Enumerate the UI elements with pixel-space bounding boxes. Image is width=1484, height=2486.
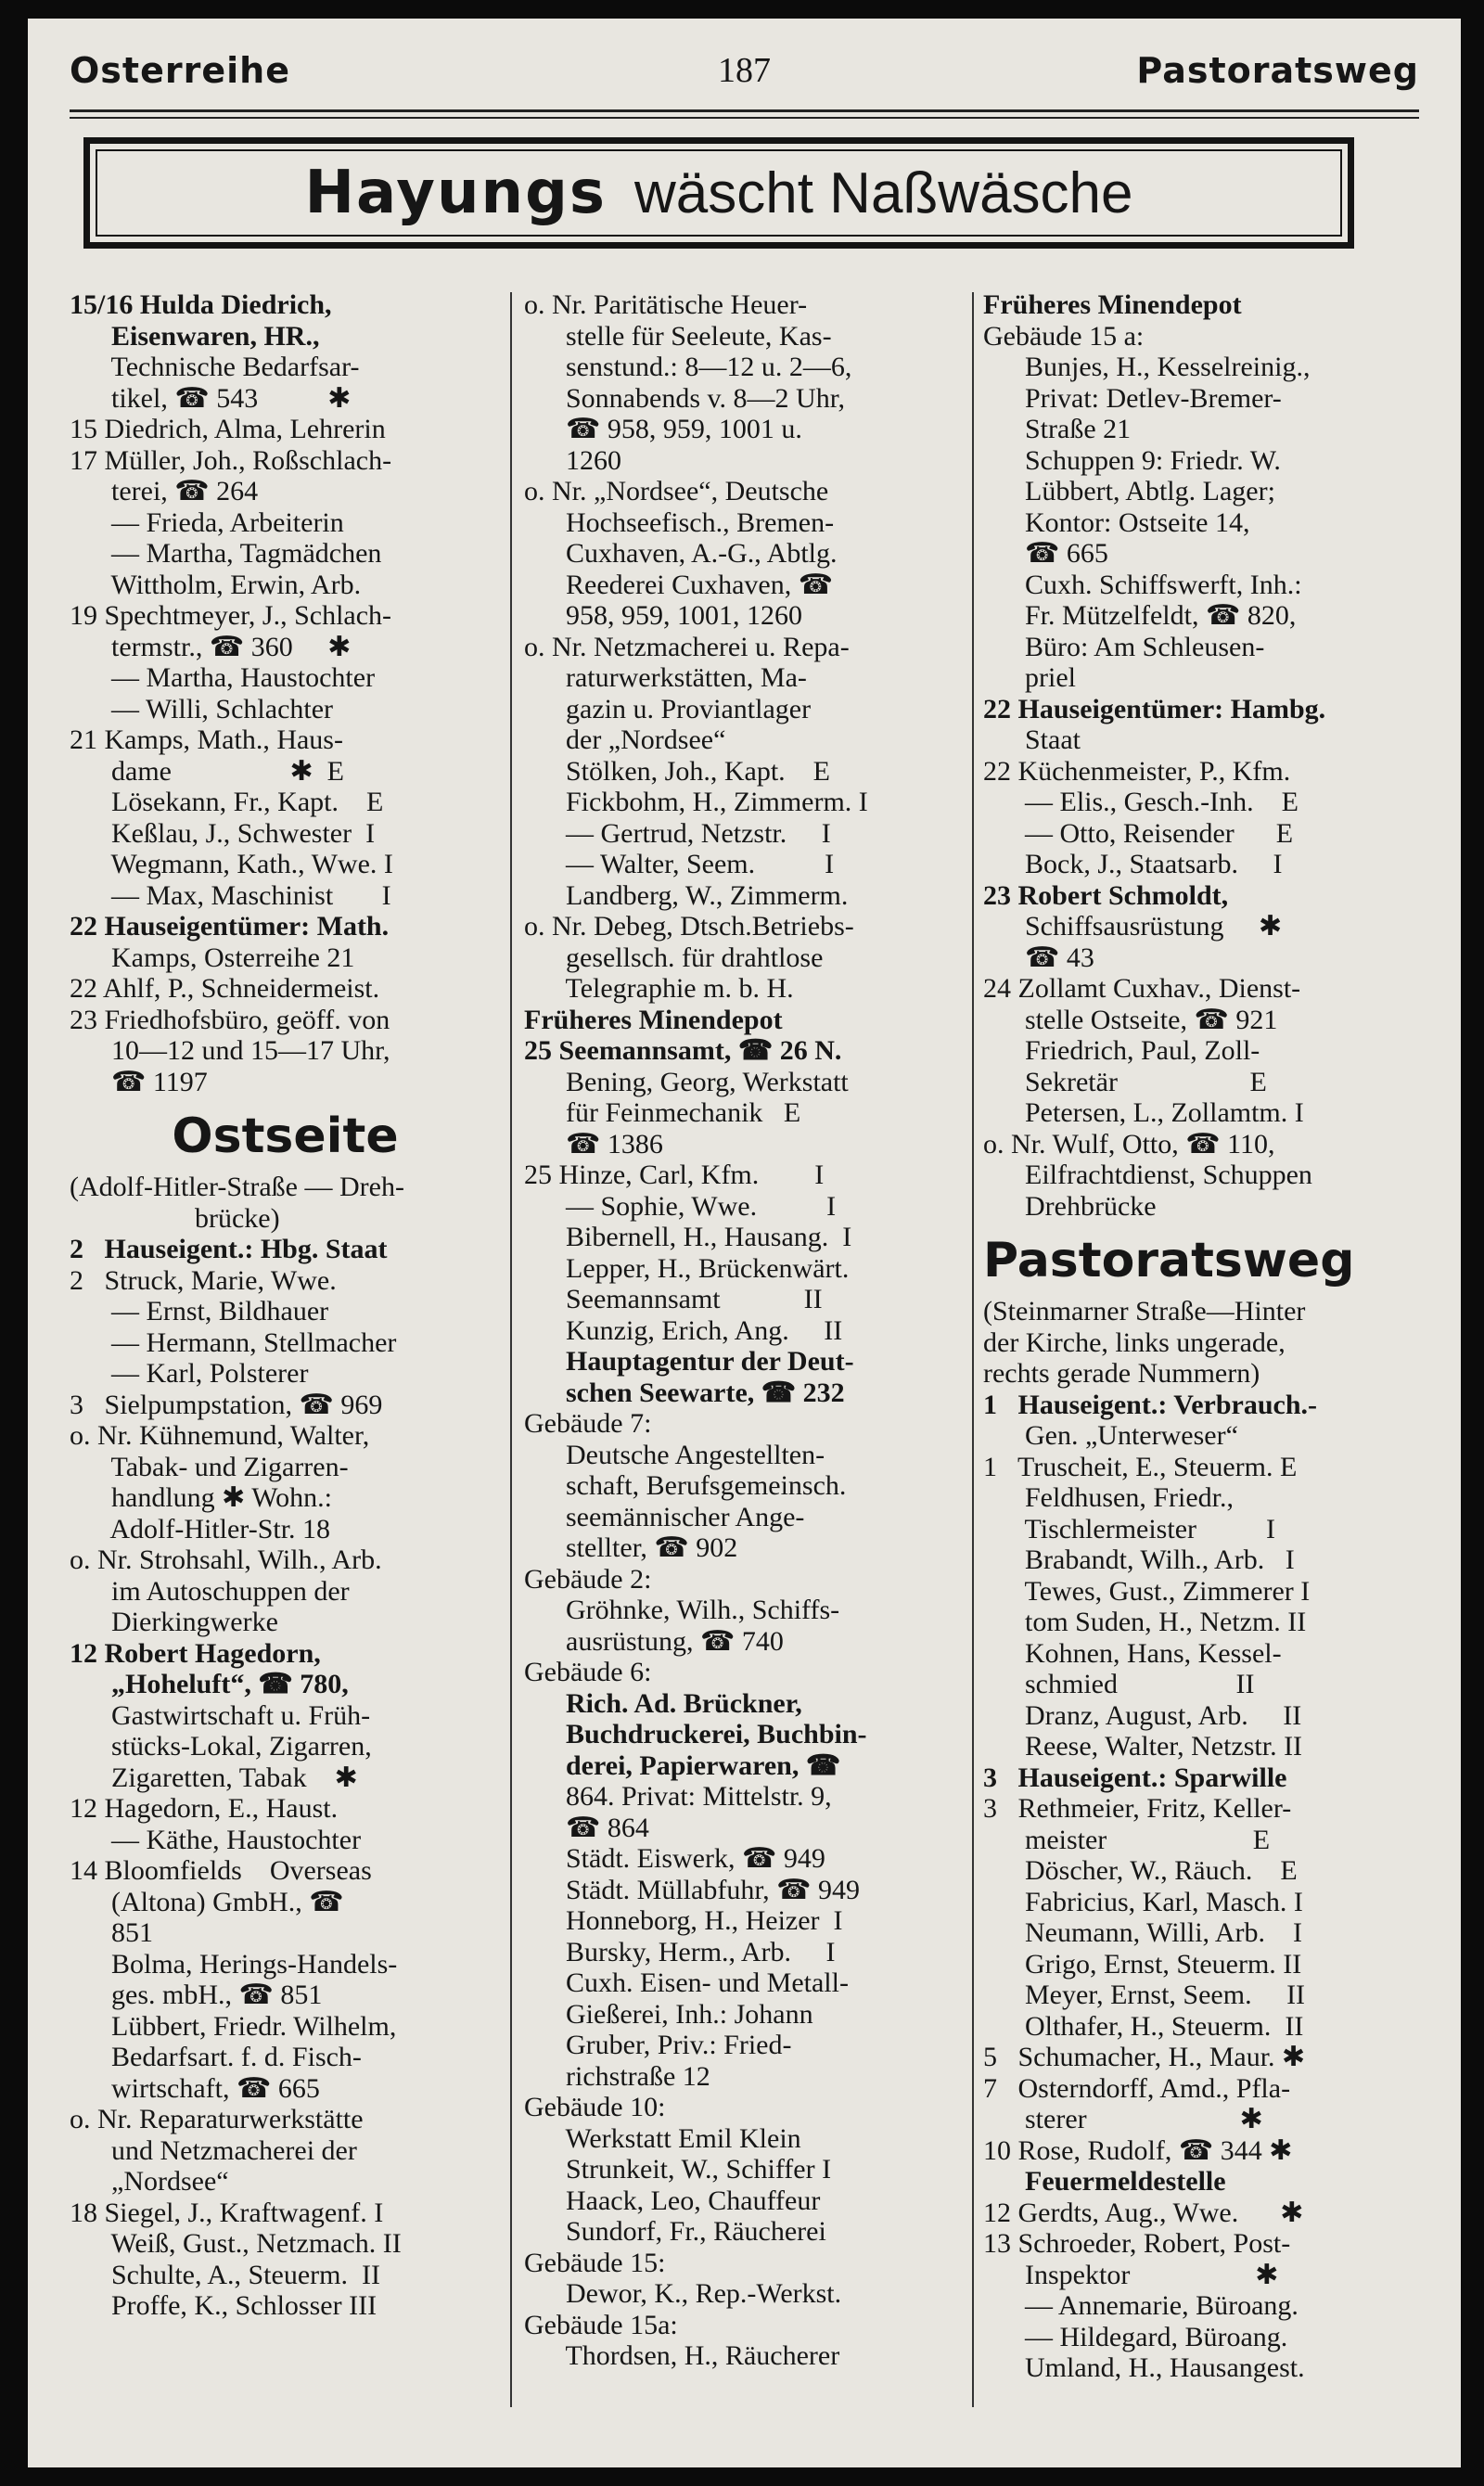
directory-entry-line: Honneborg, H., Heizer I [524,1905,843,1936]
directory-entry-line: Buchdruckerei, Buchbin- [524,1719,867,1749]
directory-entry-line: stelle Ostseite, ☎ 921 [983,1004,1278,1035]
directory-entry-line: Städt. Müllabfuhr, ☎ 949 [524,1874,860,1905]
directory-entry-line: 24 Zollamt Cuxhav., Dienst- [983,973,1301,1004]
column-divider [510,292,512,2407]
running-head-right: Pastoratsweg [1136,50,1419,91]
directory-entry-line: 14 Bloomfields Overseas [70,1855,372,1886]
directory-entry-line: 21 Kamps, Math., Haus- [70,724,343,755]
directory-entry-line: ausrüstung, ☎ 740 [524,1625,784,1657]
directory-entry-line: — Walter, Seem. I [524,849,835,879]
directory-entry-line: Telegraphie m. b. H. [524,973,794,1004]
directory-entry-line: 13 Schroeder, Robert, Post- [983,2228,1291,2259]
directory-entry-line: Eilfrachtdienst, Schuppen [983,1160,1312,1190]
directory-entry-line: Staat [983,724,1081,755]
directory-entry-line: schmied II [983,1669,1255,1699]
directory-entry-line: Inspektor ✱ [983,2259,1279,2290]
directory-entry-line: wirtschaft, ☎ 665 [70,2072,320,2104]
directory-entry-line: Lübbert, Friedr. Wilhelm, [70,2010,397,2042]
directory-entry-line: Zigaretten, Tabak ✱ [70,1762,358,1793]
directory-entry-line: Bock, J., Staatsarb. I [983,849,1283,879]
directory-entry-line: o. Nr. Kühnemund, Walter, [70,1420,370,1451]
directory-entry-line: Grigo, Ernst, Steuerm. II [983,1948,1302,1980]
directory-entry-line: ☎ 43 [983,942,1094,973]
directory-entry-line: brücke) [70,1202,280,1234]
directory-entry-line: Straße 21 [983,414,1132,444]
directory-entry-line: für Feinmechanik E [524,1097,801,1128]
directory-entry-line: ☎ 665 [983,538,1108,569]
directory-entry-line: 12 Hagedorn, E., Haust. [70,1793,339,1824]
directory-entry-line: o. Nr. Netzmacherei u. Repa- [524,631,850,662]
directory-entry-line: 22 Küchenmeister, P., Kfm. [983,755,1291,787]
running-head-left: Osterreihe [70,50,290,91]
directory-entry-line: 25 Seemannsamt, ☎ 26 N. [524,1035,842,1066]
directory-entry-line: Gastwirtschaft u. Früh- [70,1699,371,1731]
directory-entry-line: Fickbohm, H., Zimmerm. I [524,787,868,817]
directory-entry-line: Feldhusen, Friedr., [983,1482,1234,1513]
directory-entry-line: Dranz, August, Arb. II [983,1699,1302,1731]
directory-entry-line: 3 Rethmeier, Fritz, Keller- [983,1793,1292,1824]
directory-entry-line: Petersen, L., Zollamtm. I [983,1097,1304,1128]
directory-entry-line: — Hildegard, Büroang. [983,2321,1288,2352]
directory-entry-line: — Martha, Tagmädchen [70,538,382,569]
directory-entry-line: Gen. „Unterweser“ [983,1420,1238,1451]
directory-entry-line: Keßlau, J., Schwester I [70,817,376,849]
directory-entry-line: 3 Hauseigent.: Sparwille [983,1762,1287,1793]
directory-entry-line: meister E [983,1824,1271,1855]
directory-entry-line: Werkstatt Emil Klein [524,2122,801,2154]
directory-entry-line: terei, ☎ 264 [70,476,259,506]
banner-brand: Hayungs [304,159,607,227]
directory-entry-line: 22 Hauseigentümer: Hambg. [983,693,1326,724]
directory-entry-line: Landberg, W., Zimmerm. [524,879,849,911]
directory-entry-line: — Sophie, Wwe. I [524,1190,837,1222]
directory-entry-line: Meyer, Ernst, Seem. II [983,1980,1306,2010]
directory-entry-line: senstund.: 8—12 u. 2—6, [524,352,852,382]
directory-entry-line: 19 Spechtmeyer, J., Schlach- [70,600,392,631]
directory-entry-line: Bolma, Herings-Handels- [70,1948,398,1980]
directory-entry-line: stelle für Seeleute, Kas- [524,320,832,352]
directory-entry-line: Tewes, Gust., Zimmerer I [983,1575,1311,1607]
directory-entry-line: 18 Siegel, J., Kraftwagenf. I [70,2197,384,2228]
directory-entry-line: und Netzmacherei der [70,2134,357,2166]
directory-column-1 [70,289,501,2322]
directory-entry-line: Fabricius, Karl, Masch. I [983,1886,1303,1917]
directory-entry-line: raturwerkstätten, Ma- [524,662,807,693]
directory-entry-line: o. Nr. Wulf, Otto, ☎ 110, [983,1128,1275,1160]
directory-entry-line: stellter, ☎ 902 [524,1532,738,1563]
directory-entry-line: Feuermeldestelle [983,2166,1226,2197]
directory-entry-line: — Annemarie, Büroang. [983,2290,1298,2321]
directory-entry-line: (Steinmarner Straße—Hinter [983,1296,1306,1326]
directory-column-2 [524,289,965,2372]
directory-entry-line: Cuxhaven, A.-G., Abtlg. [524,538,838,569]
directory-entry-line: 15/16 Hulda Diedrich, [70,289,332,320]
directory-entry-line: Haack, Leo, Chauffeur [524,2185,821,2216]
directory-entry-line: Bursky, Herm., Arb. I [524,1936,836,1967]
directory-entry-line: Gruber, Priv.: Fried- [524,2030,792,2060]
directory-entry-line: Cuxh. Eisen- und Metall- [524,1967,849,1998]
directory-entry-line: Schuppen 9: Friedr. W. [983,444,1281,476]
directory-entry-line: — Willi, Schlachter [70,693,334,724]
directory-entry-line: Bening, Georg, Werkstatt [524,1066,849,1097]
directory-entry-line: 7 Osterndorff, Amd., Pfla- [983,2072,1291,2104]
column-divider [972,292,974,2407]
directory-entry-line: 864. Privat: Mittelstr. 9, [524,1781,832,1812]
directory-entry-line: Gröhnke, Wilh., Schiffs- [524,1595,840,1625]
directory-entry-line: Gebäude 6: [524,1657,652,1687]
header-rule-bottom [70,117,1419,119]
directory-entry-line: Kunzig, Erich, Ang. II [524,1314,843,1346]
directory-entry-line: Rich. Ad. Brückner, [524,1687,802,1719]
directory-entry-line: 10—12 und 15—17 Uhr, [70,1035,390,1066]
directory-entry-line: Technische Bedarfsar- [70,352,360,382]
directory-entry-line: 1260 [524,444,621,476]
directory-entry-line: Weiß, Gust., Netzmach. II [70,2228,402,2259]
directory-entry-line: 2 Struck, Marie, Wwe. [70,1264,337,1296]
directory-entry-line: stücks-Lokal, Zigarren, [70,1731,372,1762]
directory-entry-line: 22 Ahlf, P., Schneidermeist. [70,973,380,1004]
directory-entry-line: o. Nr. Paritätische Heuer- [524,289,808,320]
directory-entry-line: der „Nordsee“ [524,724,726,755]
directory-entry-line: o. Nr. Strohsahl, Wilh., Arb. [70,1544,382,1575]
directory-entry-line: Städt. Eiswerk, ☎ 949 [524,1843,825,1874]
directory-entry-line: Lübbert, Abtlg. Lager; [983,476,1275,506]
directory-entry-line: Wittholm, Erwin, Arb. [70,569,362,600]
directory-entry-line: 10 Rose, Rudolf, ☎ 344 ✱ [983,2134,1293,2166]
directory-entry-line: der Kirche, links ungerade, [983,1326,1286,1358]
directory-entry-line: o. Nr. „Nordsee“, Deutsche [524,476,829,506]
directory-entry-line: gesellsch. für drahtlose [524,942,824,973]
directory-entry-line: Deutsche Angestellten- [524,1439,825,1470]
directory-entry-line: Schulte, A., Steuerm. II [70,2259,380,2290]
directory-entry-line: 1 Hauseigent.: Verbrauch.- [983,1389,1317,1420]
advertisement-banner [83,137,1354,249]
directory-entry-line: Neumann, Willi, Arb. I [983,1917,1303,1948]
directory-entry-line: ☎ 958, 959, 1001 u. [524,414,802,444]
directory-entry-line: Umland, H., Hausangest. [983,2352,1305,2383]
page-number: 187 [718,51,771,90]
street-heading: Ostseite [172,1108,399,1164]
directory-entry-line: Hochseefisch., Bremen- [524,506,835,538]
directory-entry-line: — Frieda, Arbeiterin [70,506,344,538]
directory-entry-line: — Gertrud, Netzstr. I [524,817,831,849]
directory-entry-line: ges. mbH., ☎ 851 [70,1980,323,2010]
directory-entry-line: — Ernst, Bildhauer [70,1296,329,1326]
directory-entry-line: Friedrich, Paul, Zoll- [983,1035,1260,1066]
directory-entry-line: Gebäude 2: [524,1563,652,1595]
directory-entry-line: Olthafer, H., Steuerm. II [983,2010,1304,2042]
directory-entry-line: Eisenwaren, HR., [70,320,320,352]
directory-entry-line: Reese, Walter, Netzstr. II [983,1731,1303,1762]
directory-entry-line: Gebäude 15 a: [983,320,1145,352]
directory-entry-line: priel [983,662,1076,693]
directory-entry-line: „Nordsee“ [70,2166,229,2197]
directory-entry-line: rechts gerade Nummern) [983,1358,1260,1389]
directory-entry-line: Sekretär E [983,1066,1267,1097]
directory-entry-line: Proffe, K., Schlosser III [70,2290,377,2321]
directory-entry-line: 17 Müller, Joh., Roßschlach- [70,444,392,476]
directory-entry-line: Lösekann, Fr., Kapt. E [70,787,384,817]
directory-entry-line: — Elis., Gesch.-Inh. E [983,787,1298,817]
directory-entry-line: Tabak- und Zigarren- [70,1451,349,1482]
directory-entry-line: — Karl, Polsterer [70,1358,309,1389]
directory-entry-line: Dierkingwerke [70,1607,278,1637]
directory-entry-line: 5 Schumacher, H., Maur. ✱ [983,2042,1306,2072]
directory-entry-line: im Autoschuppen der [70,1575,350,1607]
directory-entry-line: 1 Truscheit, E., Steuerm. E [983,1451,1298,1482]
directory-entry-line: tikel, ☎ 543 ✱ [70,382,352,414]
directory-entry-line: ☎ 1197 [70,1066,208,1097]
directory-entry-line: Thordsen, H., Räucherer [524,2340,840,2371]
directory-entry-line: Tischlermeister I [983,1513,1275,1544]
directory-entry-line: tom Suden, H., Netzm. II [983,1607,1307,1637]
directory-entry-line: richstraße 12 [524,2060,710,2092]
directory-entry-line: Sonnabends v. 8—2 Uhr, [524,382,845,414]
directory-entry-line: 22 Hauseigentümer: Math. [70,911,390,942]
directory-entry-line: 3 Sielpumpstation, ☎ 969 [70,1389,383,1420]
directory-entry-line: handlung ✱ Wohn.: [70,1482,332,1513]
directory-entry-line: Bedarfsart. f. d. Fisch- [70,2042,362,2072]
directory-entry-line: schaft, Berufsgemeinsch. [524,1470,847,1501]
directory-entry-line: o. Nr. Debeg, Dtsch.Betriebs- [524,911,854,942]
directory-entry-line: 12 Gerdts, Aug., Wwe. ✱ [983,2197,1304,2228]
directory-entry-line: 12 Robert Hagedorn, [70,1637,321,1669]
directory-entry-line: — Hermann, Stellmacher [70,1326,397,1358]
running-head [70,45,1419,100]
directory-entry-line: — Käthe, Haustochter [70,1824,362,1855]
directory-entry-line: Gebäude 15a: [524,2309,678,2340]
directory-entry-line: Drehbrücke [983,1190,1157,1222]
directory-entry-line: 851 [70,1917,153,1948]
directory-entry-line: Lepper, H., Brückenwärt. [524,1252,850,1284]
directory-entry-line: Früheres Minendepot [983,289,1242,320]
directory-entry-line: Brabandt, Wilh., Arb. I [983,1544,1295,1575]
directory-entry-line: Kamps, Osterreihe 21 [70,942,355,973]
directory-column-3 [983,289,1428,2384]
directory-entry-line: Strunkeit, W., Schiffer I [524,2154,832,2185]
directory-entry-line: Fr. Mützelfeldt, ☎ 820, [983,600,1297,631]
directory-entry-line: „Hoheluft“, ☎ 780, [70,1669,349,1699]
directory-entry-line: — Martha, Haustochter [70,662,376,693]
directory-entry-line: (Adolf-Hitler-Straße — Dreh- [70,1172,404,1202]
directory-entry-line: (Altona) GmbH., ☎ [70,1886,344,1917]
directory-entry-line: schen Seewarte, ☎ 232 [524,1377,845,1408]
directory-entry-line: 23 Friedhofsbüro, geöff. von [70,1004,390,1035]
directory-entry-line: Reederei Cuxhaven, ☎ [524,569,834,600]
directory-entry-line: Seemannsamt II [524,1284,823,1314]
directory-entry-line: 25 Hinze, Carl, Kfm. I [524,1160,825,1190]
directory-entry-line: gazin u. Proviantlager [524,693,812,724]
directory-entry-line: seemännischer Ange- [524,1501,805,1532]
directory-entry-line: ☎ 864 [524,1812,649,1843]
directory-entry-line: Bunjes, H., Kesselreinig., [983,352,1311,382]
directory-entry-line: Schiffsausrüstung ✱ [983,911,1283,942]
banner-tagline: wäscht Naßwäsche [633,160,1133,225]
directory-entry-line: Cuxh. Schiffswerft, Inh.: [983,569,1302,600]
directory-entry-line: ☎ 1386 [524,1128,663,1160]
directory-entry-line: Wegmann, Kath., Wwe. I [70,849,393,879]
directory-entry-line: Kohnen, Hans, Kessel- [983,1637,1282,1669]
directory-entry-line: o. Nr. Reparaturwerkstätte [70,2104,364,2134]
directory-entry-line: Adolf-Hitler-Str. 18 [70,1513,331,1544]
directory-entry-line: termstr., ☎ 360 ✱ [70,631,352,662]
directory-entry-line: Früheres Minendepot [524,1004,783,1035]
directory-entry-line: derei, Papierwaren, ☎ [524,1749,841,1781]
directory-entry-line: Gebäude 15: [524,2247,666,2278]
directory-entry-line: Dewor, K., Rep.-Werkst. [524,2278,842,2309]
directory-entry-line: sterer ✱ [983,2104,1263,2134]
directory-entry-line: Gebäude 7: [524,1408,652,1439]
directory-entry-line: Kontor: Ostseite 14, [983,506,1250,538]
directory-entry-line: Büro: Am Schleusen- [983,631,1265,662]
directory-entry-line: Sundorf, Fr., Räucherei [524,2216,826,2247]
header-rule-top [70,109,1419,112]
directory-entry-line: Gebäude 10: [524,2092,666,2122]
directory-entry-line: 958, 959, 1001, 1260 [524,600,802,631]
banner-inner-frame [96,149,1342,237]
directory-entry-line: — Otto, Reisender E [983,817,1294,849]
directory-entry-line: Hauptagentur der Deut- [524,1346,854,1377]
directory-entry-line: Döscher, W., Räuch. E [983,1855,1298,1886]
directory-entry-line: 2 Hauseigent.: Hbg. Staat [70,1234,388,1264]
directory-entry-line: 23 Robert Schmoldt, [983,879,1229,911]
directory-entry-line: Gießerei, Inh.: Johann [524,1998,813,2030]
street-heading: Pastoratsweg [983,1233,1355,1288]
directory-entry-line: 15 Diedrich, Alma, Lehrerin [70,414,386,444]
directory-entry-line: Privat: Detlev-Bremer- [983,382,1282,414]
directory-entry-line: dame ✱ E [70,755,344,787]
directory-entry-line: Bibernell, H., Hausang. I [524,1222,852,1252]
directory-entry-line: — Max, Maschinist I [70,879,391,911]
directory-page [28,19,1461,2467]
directory-entry-line: Stölken, Joh., Kapt. E [524,755,830,787]
